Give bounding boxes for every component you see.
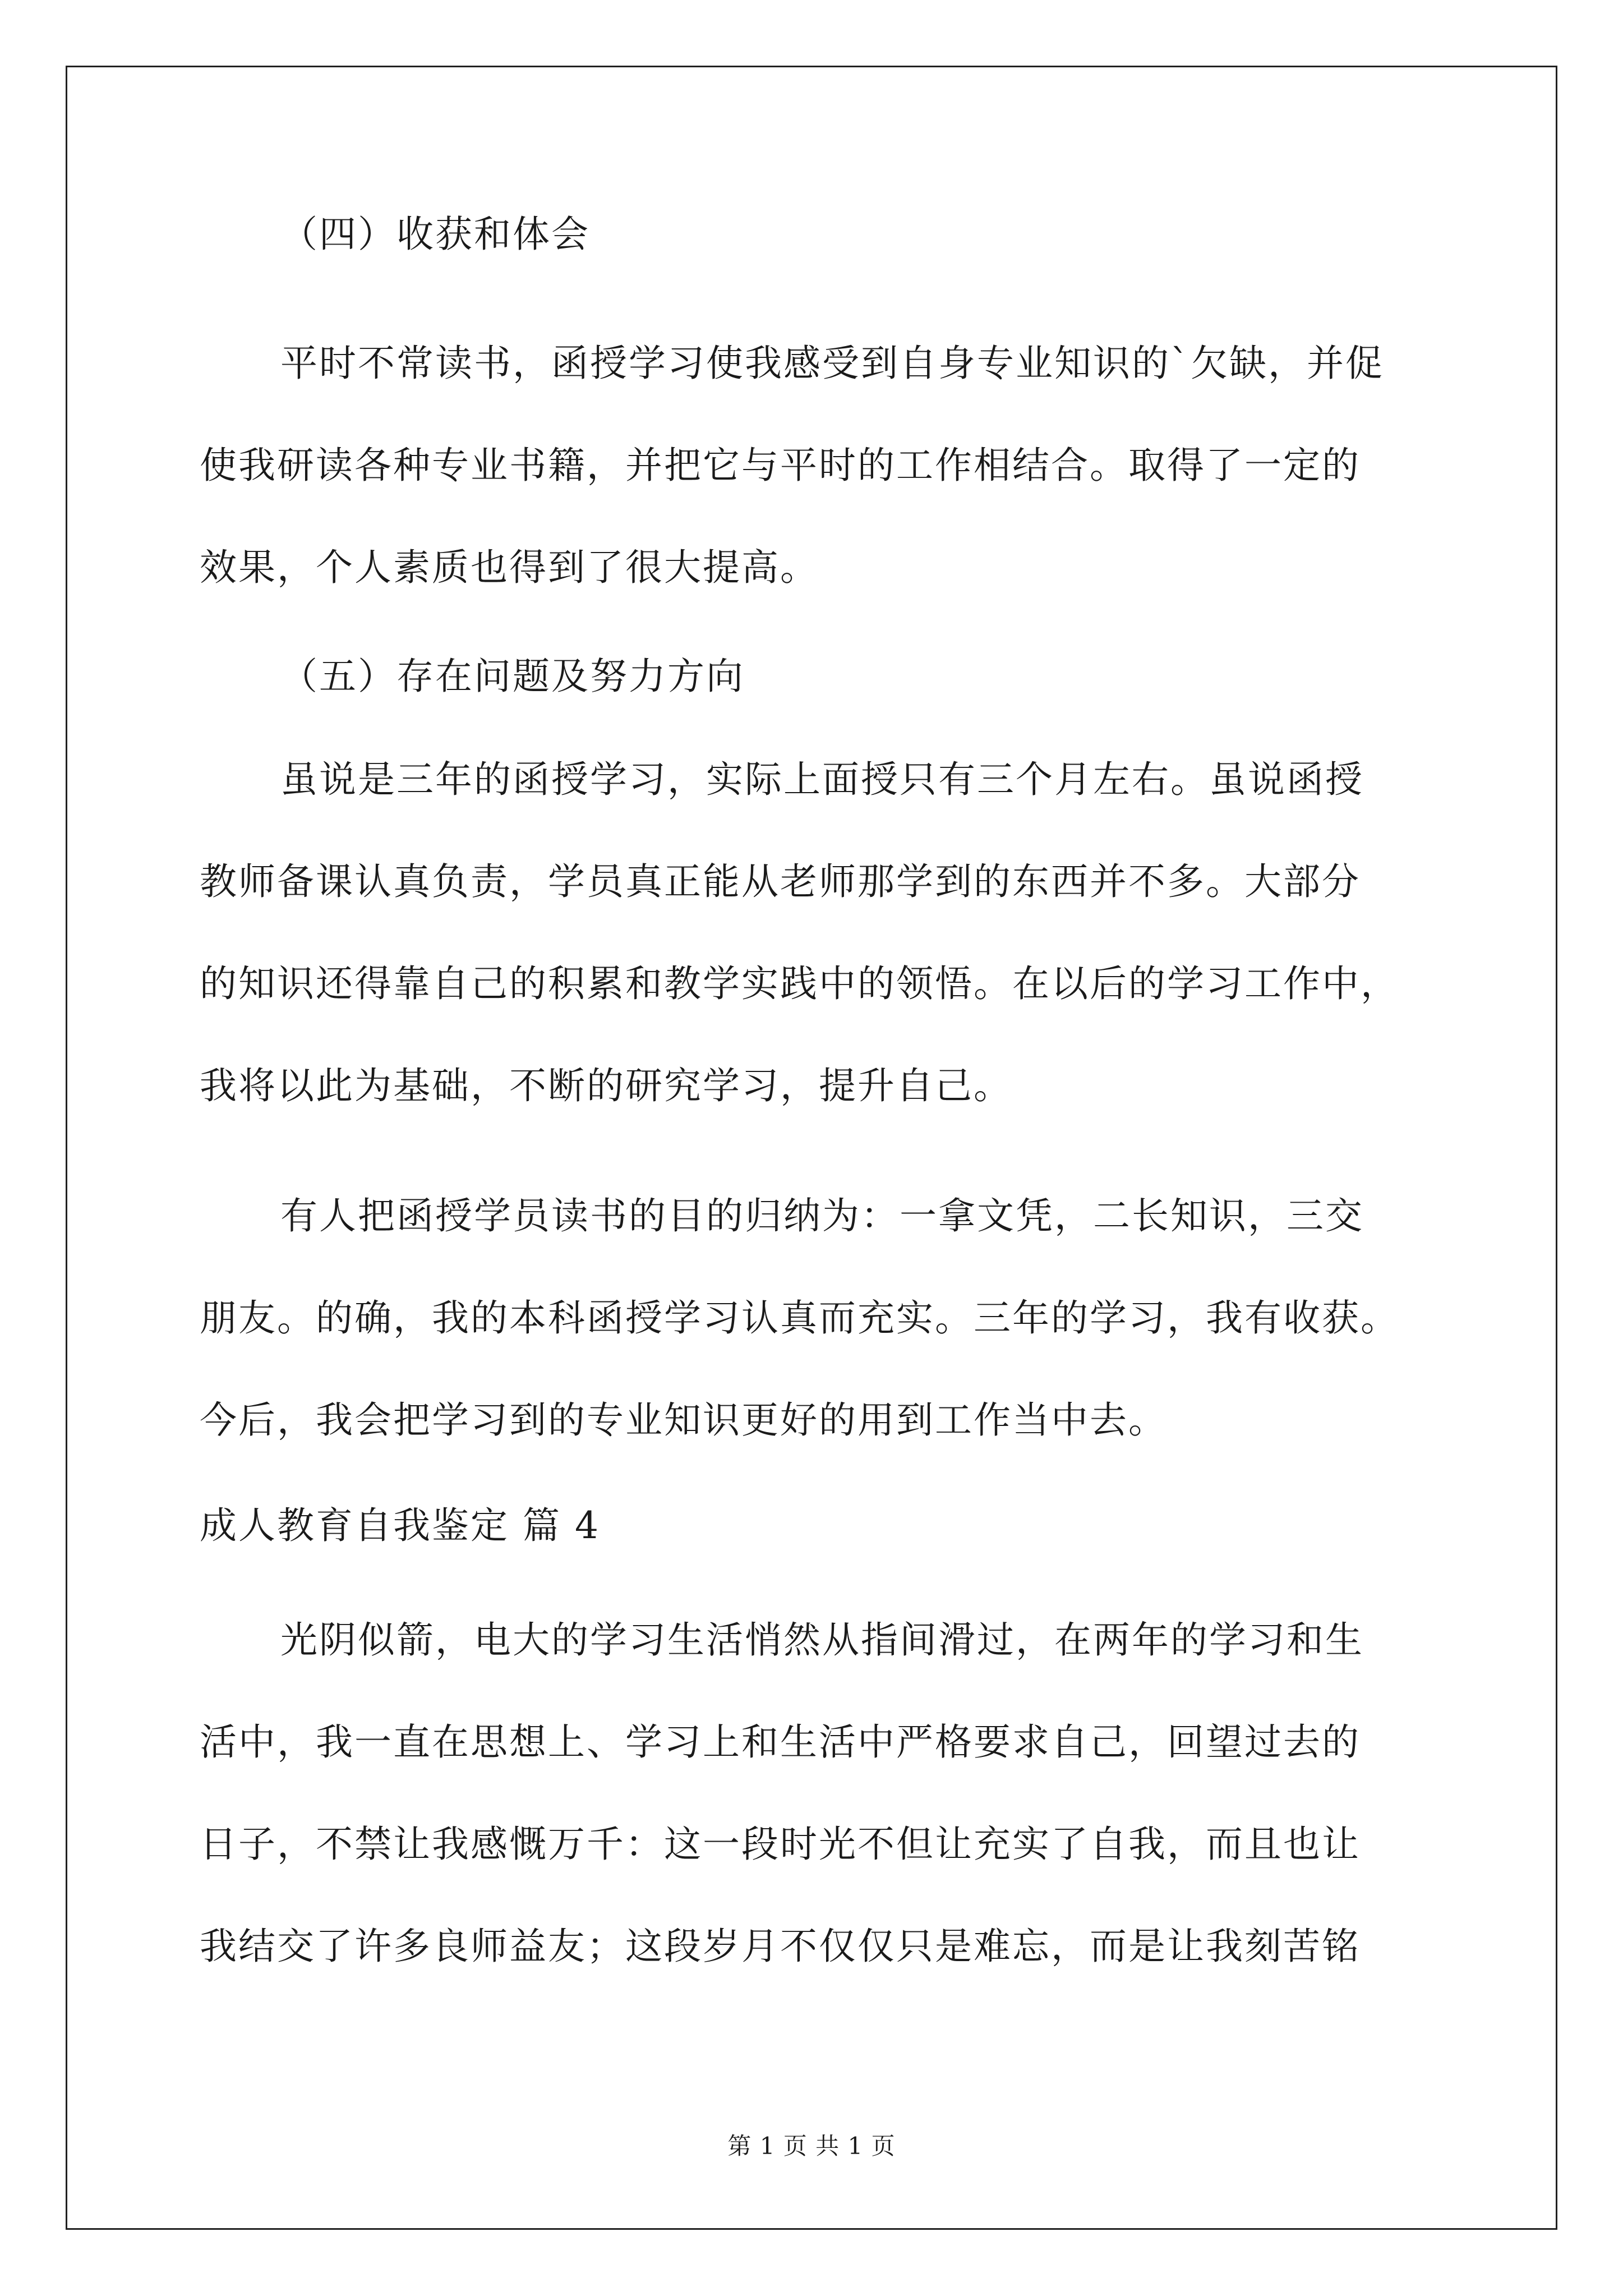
section-heading-four: （四）收获和体会	[280, 213, 590, 256]
paragraph-line: 朋友。的确，我的本科函授学习认真而充实。三年的学习，我有收获。	[200, 1296, 1399, 1340]
page-number-footer: 第 1 页 共 1 页	[727, 2132, 896, 2160]
paragraph-line: 我结交了许多良师益友；这段岁月不仅仅只是难忘，而是让我刻苦铭	[200, 1925, 1361, 1968]
page-border	[66, 66, 1557, 2230]
paragraph-line: 光阴似箭，电大的学习生活悄然从指间滑过，在两年的学习和生	[280, 1618, 1364, 1662]
paragraph-line: 虽说是三年的函授学习，实际上面授只有三个月左右。虽说函授	[280, 758, 1364, 801]
section-heading-five: （五）存在问题及努力方向	[280, 655, 745, 698]
paragraph-line: 教师备课认真负责，学员真正能从老师那学到的东西并不多。大部分	[200, 860, 1361, 903]
article-title: 成人教育自我鉴定 篇 4	[200, 1504, 600, 1547]
paragraph-line: 效果，个人素质也得到了很大提高。	[200, 546, 819, 589]
paragraph-line: 的知识还得靠自己的积累和教学实践中的领悟。在以后的学习工作中，	[200, 962, 1399, 1005]
paragraph-line: 使我研读各种专业书籍，并把它与平时的工作相结合。取得了一定的	[200, 444, 1361, 487]
paragraph-line: 活中，我一直在思想上、学习上和生活中严格要求自己，回望过去的	[200, 1720, 1361, 1764]
paragraph-line: 有人把函授学员读书的目的归纳为：一拿文凭，二长知识，三交	[280, 1194, 1364, 1237]
paragraph-line: 我将以此为基础，不断的研究学习，提升自己。	[200, 1064, 1012, 1107]
paragraph-line: 平时不常读书，函授学习使我感受到自身专业知识的`欠缺，并促	[280, 342, 1384, 385]
paragraph-line: 日子，不禁让我感慨万千：这一段时光不但让充实了自我，而且也让	[200, 1823, 1361, 1866]
paragraph-line: 今后，我会把学习到的专业知识更好的用到工作当中去。	[200, 1398, 1167, 1442]
